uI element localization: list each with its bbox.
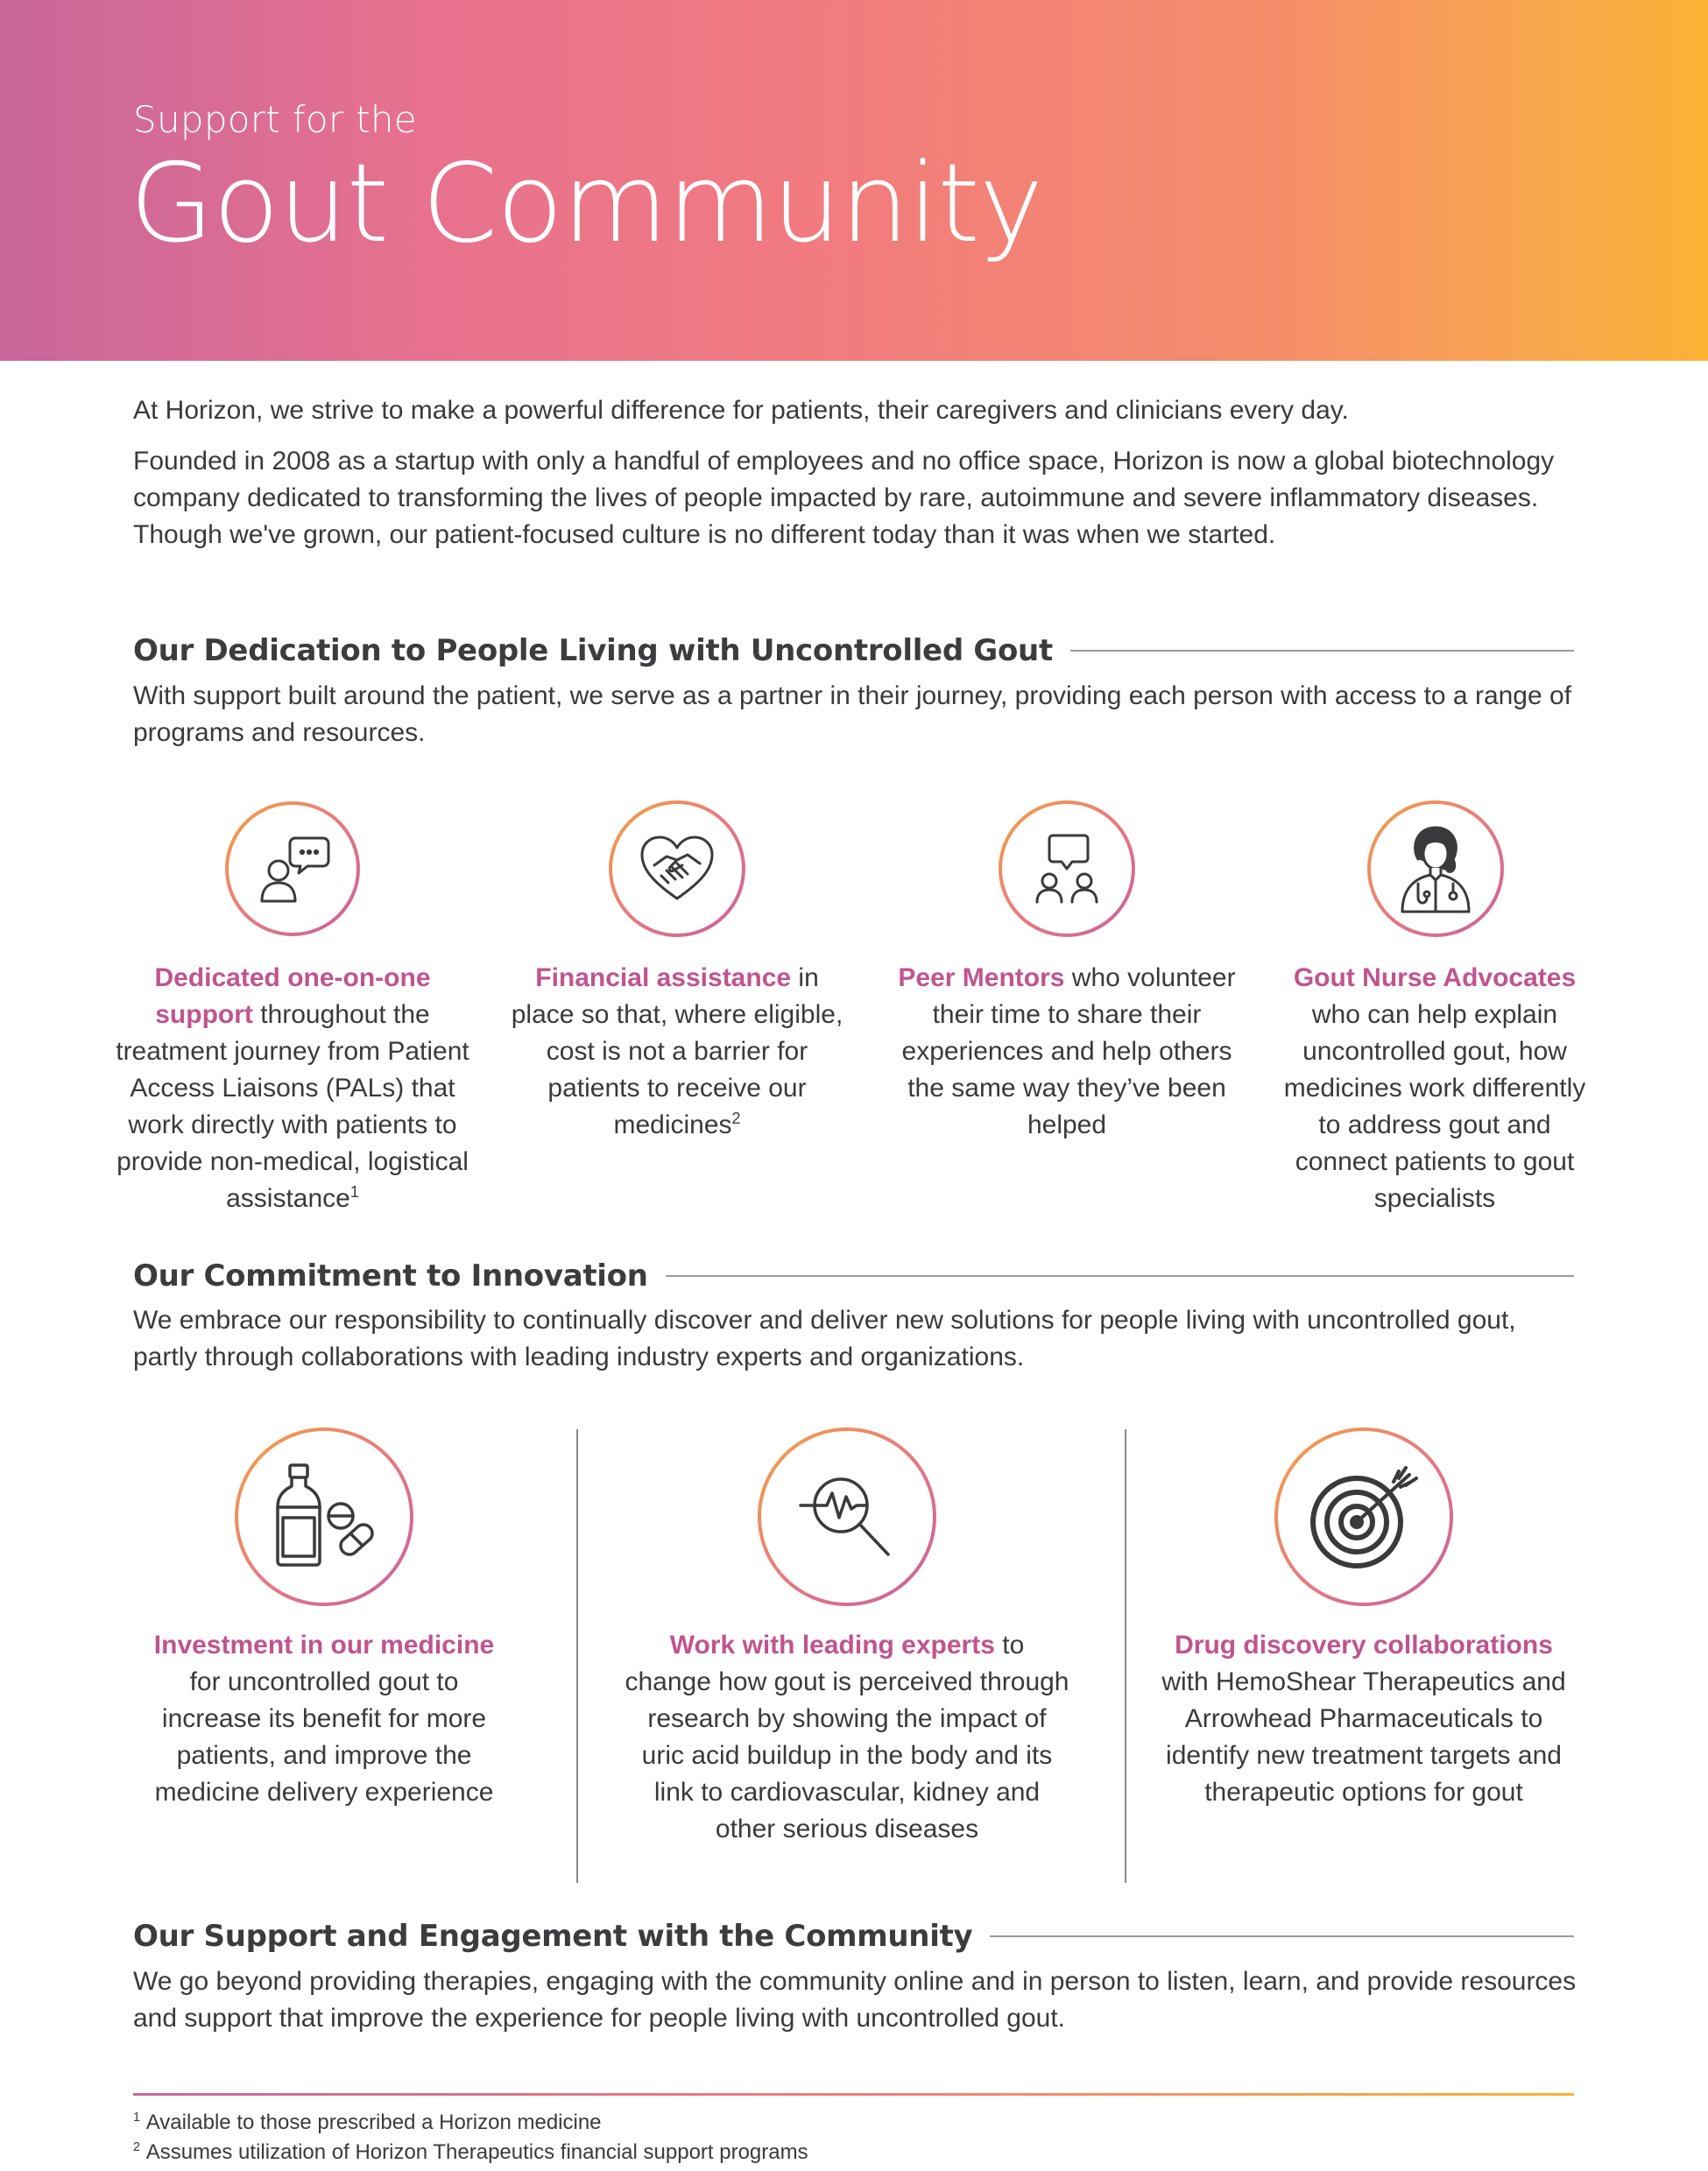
- footnote-mark: 1: [349, 1183, 359, 1201]
- caption-text: in place so that, where eligible, cost is not a barrier for patients to receive our medicines: [511, 963, 843, 1139]
- footnote-mark: 2: [133, 2140, 141, 2154]
- caption-leading-experts: [624, 1627, 1070, 1848]
- community-heading: Our Support and Engagement with the Community: [133, 1919, 973, 1954]
- community-text: We go beyond providing therapies, engaging with the community online and in person to listen, learn, and provide resources and support that improve the experience for people living with uncontrolled gout.: [133, 1967, 1577, 2033]
- footnote-1: [133, 2109, 602, 2137]
- heading-rule: [990, 1935, 1574, 1937]
- caption-text: who can help explain uncontrolled gout, how medicines work differently to address gout and connect patients to gout specialists: [1283, 1000, 1586, 1213]
- intro: [133, 392, 1570, 553]
- community-heading-row: [133, 1914, 1574, 1958]
- column-divider: [1125, 1429, 1126, 1883]
- intro-paragraph-1: At Horizon, we strive to make a powerful difference for patients, their caregivers and clinicians every day.: [133, 396, 1349, 425]
- caption-highlight: Gout Nurse Advocates: [1293, 963, 1577, 992]
- caption-highlight: Work with leading experts: [669, 1631, 995, 1660]
- heading-rule: [1070, 650, 1574, 652]
- caption-highlight: Drug discovery collaborations: [1175, 1631, 1553, 1660]
- footnote-2: [133, 2139, 808, 2167]
- caption-nurse-advocates: [1272, 960, 1598, 1217]
- innovation-heading: Our Commitment to Innovation: [133, 1258, 648, 1293]
- caption-dedicated-support: [112, 960, 473, 1217]
- nurse-icon: [1367, 800, 1504, 937]
- medicine-bottle-pills-icon: [235, 1427, 413, 1606]
- caption-text: with HemoShear Therapeutics and Arrowhead Pharmaceuticals to identify new treatment targets and therapeutic options for gout: [1161, 1667, 1566, 1807]
- footnote-mark: 2: [731, 1110, 741, 1127]
- caption-text: for uncontrolled gout to increase its benefit for more patients, and improve the medicine delivery experience: [154, 1667, 494, 1807]
- dedication-text: With support built around the patient, we serve as a partner in their journey, providing each person with access to a range of programs and resources.: [133, 681, 1572, 747]
- peer-mentors-icon: [999, 800, 1135, 937]
- hero-kicker: Support for the: [133, 98, 417, 141]
- innovation-text: We embrace our responsibility to continually discover and deliver new solutions for people living with uncontrolled gout, partly through collaborations with leading industry experts and organizations.: [133, 1306, 1516, 1371]
- dedication-heading-row: [133, 629, 1574, 673]
- target-arrow-icon: [1274, 1427, 1453, 1606]
- innovation-heading-row: [133, 1254, 1574, 1298]
- research-magnifier-icon: [758, 1427, 936, 1606]
- heading-rule: [666, 1275, 1574, 1277]
- caption-peer-mentors: [895, 960, 1239, 1144]
- person-chat-icon: [225, 801, 360, 936]
- column-divider: [576, 1429, 578, 1883]
- intro-paragraph-2: Founded in 2008 as a startup with only a handful of employees and no office space, Horizon is now a global biotechnology company dedicated to transforming the lives of people impacted by rare, autoimmune and severe inflammatory diseases. Though we've grown, our patient-focused culture is no different today than it was when we started.: [133, 447, 1555, 549]
- caption-text: throughout the treatment journey from Patient Access Liaisons (PALs) that work directly with patients to provide non-medical, logistical assistance: [116, 1000, 469, 1213]
- caption-drug-discovery: [1156, 1627, 1571, 1811]
- caption-financial-assistance: [502, 960, 852, 1144]
- caption-highlight: Peer Mentors: [898, 963, 1065, 992]
- footer-gradient-rule: [133, 2093, 1574, 2096]
- footnote-mark: 1: [133, 2111, 141, 2125]
- page-title: Gout Community: [130, 141, 1043, 267]
- dedication-heading: Our Dedication to People Living with Uncontrolled Gout: [133, 633, 1053, 668]
- caption-text: who volunteer their time to share their experiences and help others the same way they’ve been helped: [901, 963, 1236, 1139]
- footnote-text: Assumes utilization of Horizon Therapeutics financial support programs: [145, 2140, 808, 2164]
- caption-investment: [145, 1627, 503, 1811]
- heart-handshake-icon: [609, 800, 745, 937]
- caption-highlight: Investment in our medicine: [153, 1631, 495, 1660]
- caption-text: to change how gout is perceived through research by showing the impact of uric acid buildup in the body and its link to cardiovascular, kidney and other serious diseases: [625, 1631, 1069, 1843]
- hero-banner: [0, 0, 1708, 361]
- caption-highlight: Dedicated one-on-one support: [154, 963, 431, 1029]
- footnote-text: Available to those prescribed a Horizon medicine: [145, 2111, 602, 2134]
- caption-highlight: Financial assistance: [535, 963, 792, 992]
